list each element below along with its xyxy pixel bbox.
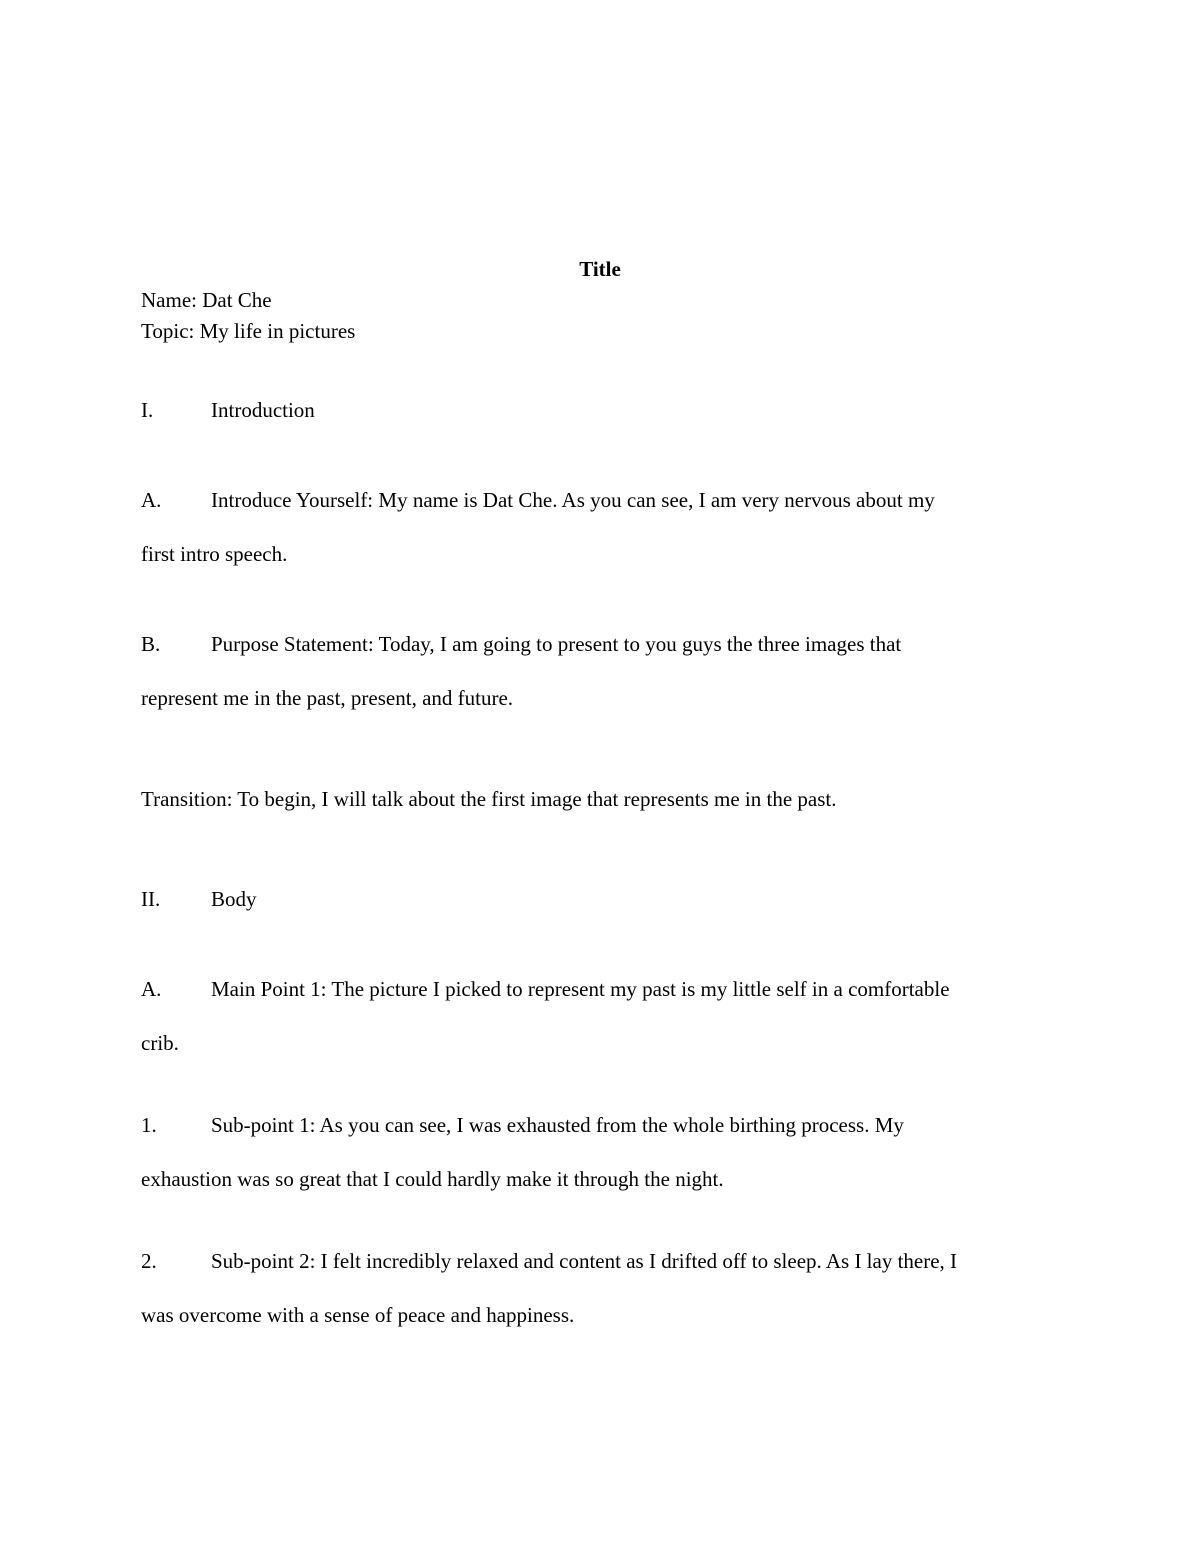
document-title: Title xyxy=(579,257,621,281)
section-marker-body: II. xyxy=(141,887,161,911)
item-text-intro-b-line1: Purpose Statement: Today, I am going to present to you guys the three images that xyxy=(211,632,902,656)
section-marker-introduction: I. xyxy=(141,398,154,422)
topic-line: Topic: My life in pictures xyxy=(141,319,356,343)
item-marker-intro-a: A. xyxy=(141,488,162,512)
item-marker-sub1: 1. xyxy=(141,1113,157,1137)
section-heading-body: Body xyxy=(211,887,257,911)
item-text-body-a-line1: Main Point 1: The picture I picked to represent my past is my little self in a comfortable xyxy=(211,977,950,1001)
item-text-body-a-line2: crib. xyxy=(141,1031,179,1055)
item-text-sub2-line1: Sub-point 2: I felt incredibly relaxed and content as I drifted off to sleep. As I lay there, I xyxy=(211,1249,958,1273)
transition-line: Transition: To begin, I will talk about the first image that represents me in the past. xyxy=(141,787,837,811)
item-text-intro-b-line2: represent me in the past, present, and future. xyxy=(141,686,514,710)
item-text-sub1-line1: Sub-point 1: As you can see, I was exhausted from the whole birthing process. My xyxy=(211,1113,904,1137)
item-text-intro-a-line1: Introduce Yourself: My name is Dat Che. As you can see, I am very nervous about my xyxy=(211,488,935,512)
item-text-sub2-line2: was overcome with a sense of peace and happiness. xyxy=(141,1303,575,1327)
name-line: Name: Dat Che xyxy=(141,288,272,312)
item-marker-body-a: A. xyxy=(141,977,162,1001)
section-heading-introduction: Introduction xyxy=(211,398,315,422)
item-text-intro-a-line2: first intro speech. xyxy=(141,542,288,566)
item-marker-sub2: 2. xyxy=(141,1249,157,1273)
item-marker-intro-b: B. xyxy=(141,632,161,656)
item-text-sub1-line2: exhaustion was so great that I could hardly make it through the night. xyxy=(141,1167,724,1191)
